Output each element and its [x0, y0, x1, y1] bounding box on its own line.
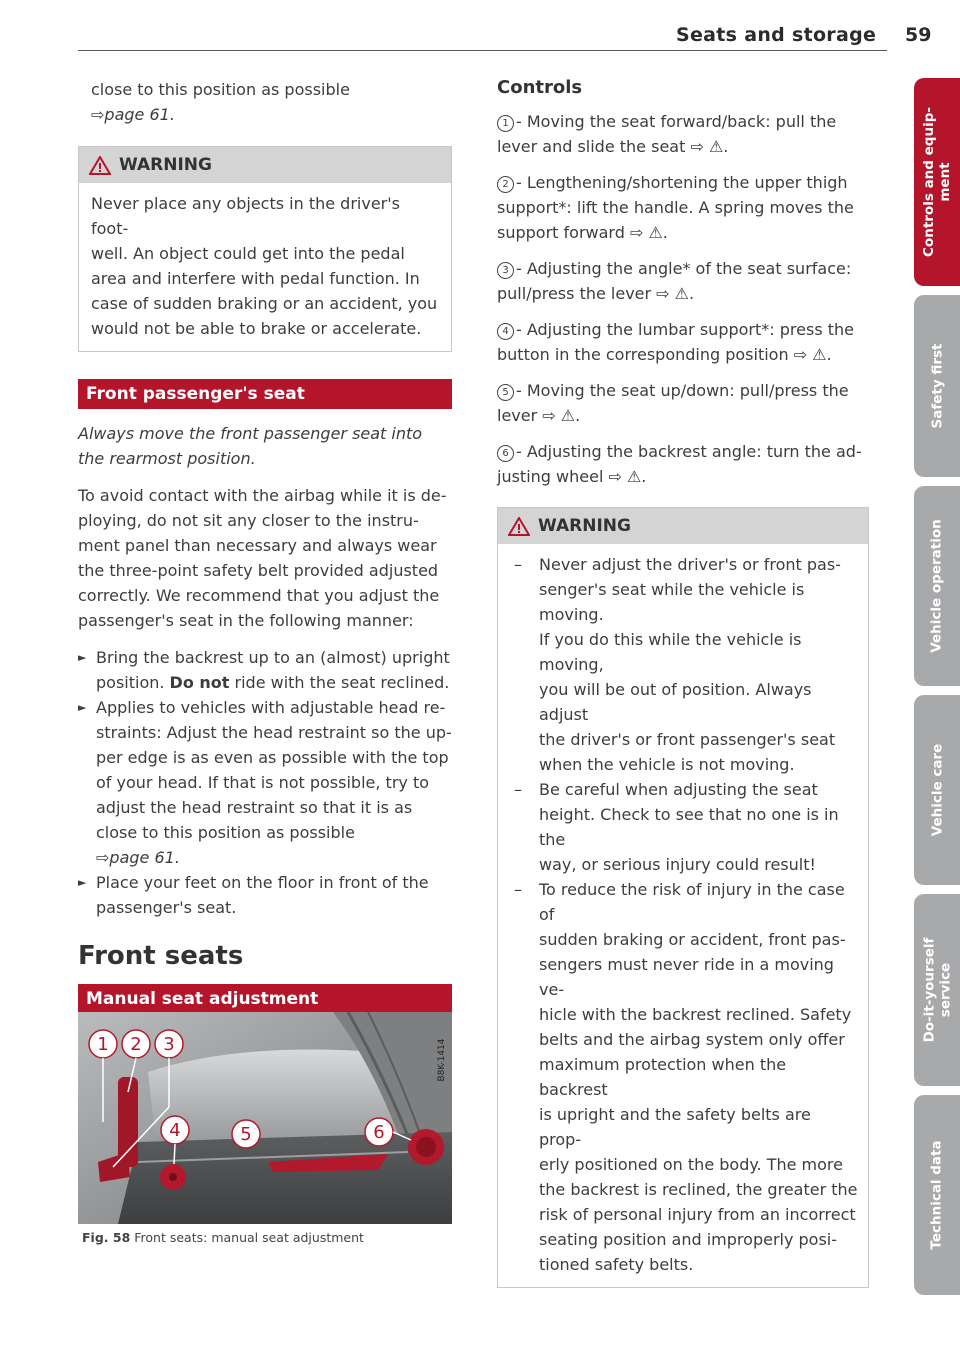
passenger-italic-note	[78, 421, 452, 471]
warning-line: the driver's or front passenger's seat	[539, 730, 836, 749]
control-text: button in the corresponding position ⇨ ⚠.	[497, 345, 832, 364]
front-passenger-seat-heading: Front passenger's seat	[78, 379, 452, 409]
tab-label: Technical data	[929, 1140, 946, 1250]
warning-line: If you do this while the vehicle is moving,	[539, 630, 802, 674]
bullet-line: passenger's seat.	[96, 898, 237, 917]
paragraph-line: ploying, do not sit any closer to the instru-	[78, 511, 419, 530]
warning-line: tioned safety belts.	[539, 1255, 694, 1274]
intro-line: close to this position as possible	[91, 80, 350, 99]
left-column	[78, 77, 452, 1036]
warning-triangle-icon	[508, 517, 530, 536]
bullet-line	[96, 670, 452, 695]
warning-item	[512, 552, 858, 777]
dash-bullet: –	[514, 880, 522, 899]
figure-label: Fig. 58	[82, 1230, 131, 1245]
paragraph-line: the three-point safety belt provided adjusted	[78, 561, 439, 580]
warning-line: Never adjust the driver's or front pas-	[539, 555, 841, 574]
warning-line: is upright and the safety belts are prop-	[539, 1105, 811, 1149]
bullet-line: close to this position as possible	[96, 823, 355, 842]
control-text: - Adjusting the lumbar support*: press the	[516, 320, 854, 339]
control-item	[497, 439, 869, 489]
header-rule	[78, 50, 887, 51]
warning-line: maximum protection when the backrest	[539, 1055, 787, 1099]
figure-callout: 1	[97, 1034, 109, 1055]
figure-callout: 5	[240, 1124, 252, 1145]
page-number: 59	[905, 24, 932, 46]
bold-text: Do not	[169, 673, 230, 692]
warning-line: hicle with the backrest reclined. Safety	[539, 1005, 852, 1024]
callout-number: 5	[497, 384, 514, 401]
control-item	[497, 109, 869, 159]
bullet-arrow-icon: ►	[78, 651, 87, 664]
figure-code: B8K-1414	[437, 1038, 447, 1082]
bullet-arrow-icon: ►	[78, 876, 87, 889]
figure-callout: 6	[373, 1122, 385, 1143]
warning-line: height. Check to see that no one is in the	[539, 805, 839, 849]
running-header-title: Seats and storage	[676, 24, 877, 46]
warning-line: well. An object could get into the pedal	[91, 244, 405, 263]
control-text: justing wheel ⇨ ⚠.	[497, 467, 647, 486]
tab-label: Controls and equip- ment	[921, 107, 954, 257]
dash-bullet: –	[514, 555, 522, 574]
warning-line: senger's seat while the vehicle is moving.	[539, 580, 805, 624]
warning-line: To reduce the risk of injury in the case of	[539, 880, 845, 924]
tab-label: Vehicle operation	[929, 519, 946, 653]
warning-line: seating position and improperly posi-	[539, 1230, 838, 1249]
italic-line: Always move the front passenger seat into	[78, 424, 423, 443]
control-item	[497, 317, 869, 367]
tab-vehicle-care[interactable]	[914, 695, 960, 885]
warning-body	[79, 183, 451, 351]
figure-caption-text: Front seats: manual seat adjustment	[134, 1230, 364, 1245]
bullet-line: adjust the head restraint so that it is as	[96, 798, 413, 817]
figure-callout: 4	[169, 1120, 181, 1141]
warning-line: sengers must never ride in a moving ve-	[539, 955, 834, 999]
warning-title: WARNING	[538, 515, 631, 536]
warning-header	[79, 147, 451, 183]
page-61-link[interactable]: ⇨page 61.	[96, 848, 180, 867]
warning-line: you will be out of position. Always adjust	[539, 680, 812, 724]
warning-header	[498, 508, 868, 544]
warning-triangle-icon	[89, 156, 111, 175]
bullet-line: Bring the backrest up to an (almost) upright	[96, 648, 450, 667]
warning-item	[512, 777, 858, 877]
seat-illustration	[78, 1012, 452, 1224]
bullet-line: straints: Adjust the head restraint so the up-	[96, 723, 452, 742]
paragraph-line: correctly. We recommend that you adjust the	[78, 586, 440, 605]
passenger-paragraph	[78, 483, 452, 633]
control-text: support*: lift the handle. A spring moves the	[497, 198, 854, 217]
bullet-list	[78, 645, 452, 920]
controls-list	[497, 109, 869, 489]
page-61-link[interactable]: ⇨page 61.	[91, 105, 175, 124]
warning-line: Never place any objects in the driver's foot-	[91, 194, 400, 238]
bullet-item	[78, 645, 452, 695]
control-item	[497, 170, 869, 245]
control-text: pull/press the lever ⇨ ⚠.	[497, 284, 695, 303]
warning-item	[512, 877, 858, 1277]
bullet-line: Applies to vehicles with adjustable head re-	[96, 698, 446, 717]
warning-line: way, or serious injury could result!	[539, 855, 816, 874]
tab-label: Do-it-yourself service	[921, 937, 953, 1043]
bullet-line: per edge is as even as possible with the top	[96, 748, 449, 767]
figure-callout: 3	[163, 1034, 175, 1055]
warning-line: Be careful when adjusting the seat	[539, 780, 818, 799]
text-run: ride with the seat reclined.	[229, 673, 450, 692]
control-item	[497, 378, 869, 428]
tab-label: Vehicle care	[929, 743, 945, 837]
warning-title: WARNING	[119, 154, 212, 175]
bullet-line: Place your feet on the floor in front of the	[96, 873, 429, 892]
bullet-item	[78, 870, 452, 920]
callout-number: 6	[497, 445, 514, 462]
paragraph-line: passenger's seat in the following manner:	[78, 611, 414, 630]
paragraph-line: ment panel than necessary and always wear	[78, 536, 437, 555]
callout-number: 1	[497, 115, 514, 132]
warning-line: would not be able to brake or accelerate.	[91, 319, 422, 338]
seat-figure	[78, 1012, 452, 1224]
control-text: lever and slide the seat ⇨ ⚠.	[497, 137, 729, 156]
control-text: lever ⇨ ⚠.	[497, 406, 581, 425]
control-text: - Moving the seat forward/back: pull the	[516, 112, 837, 131]
control-item	[497, 256, 869, 306]
control-text: - Moving the seat up/down: pull/press the	[516, 381, 849, 400]
figure-callout: 2	[130, 1034, 142, 1055]
controls-heading: Controls	[497, 77, 583, 98]
right-column	[497, 75, 869, 1288]
front-seats-heading: Front seats	[78, 941, 244, 971]
warning-box-seat-adjust	[497, 507, 869, 1288]
tab-vehicle-operation[interactable]	[914, 486, 960, 686]
callout-number: 3	[497, 262, 514, 279]
warning-box-footwell	[78, 146, 452, 352]
tab-controls-and-equipment[interactable]	[914, 78, 960, 286]
control-text: - Adjusting the backrest angle: turn the ad-	[516, 442, 862, 461]
warning-line: risk of personal injury from an incorrect	[539, 1205, 856, 1224]
dash-bullet: –	[514, 780, 522, 799]
text-run: position.	[96, 673, 170, 692]
control-text: support forward ⇨ ⚠.	[497, 223, 668, 242]
control-text: - Adjusting the angle* of the seat surface:	[516, 259, 852, 278]
tab-safety-first[interactable]	[914, 295, 960, 477]
warning-line: when the vehicle is not moving.	[539, 755, 795, 774]
warning-line: the backrest is reclined, the greater the	[539, 1180, 858, 1199]
warning-line: sudden braking or accident, front pas-	[539, 930, 846, 949]
bullet-item	[78, 695, 452, 870]
warning-line: belts and the airbag system only offer	[539, 1030, 845, 1049]
manual-seat-adjustment-heading: Manual seat adjustment	[78, 984, 452, 1014]
bullet-arrow-icon: ►	[78, 701, 87, 714]
warning-line: area and interfere with pedal function. In	[91, 269, 420, 288]
callout-number: 2	[497, 176, 514, 193]
warning-line: erly positioned on the body. The more	[539, 1155, 843, 1174]
paragraph-line: To avoid contact with the airbag while it is de-	[78, 486, 447, 505]
tab-technical-data[interactable]	[914, 1095, 960, 1295]
warning-body	[498, 544, 868, 1287]
tab-label: Safety first	[929, 343, 945, 429]
bullet-line: of your head. If that is not possible, try to	[96, 773, 430, 792]
tab-do-it-yourself-service[interactable]	[914, 894, 960, 1086]
control-text: - Lengthening/shortening the upper thigh	[516, 173, 848, 192]
warning-line: case of sudden braking or an accident, you	[91, 294, 438, 313]
figure-caption	[82, 1230, 364, 1245]
italic-line: the rearmost position.	[78, 449, 256, 468]
callout-number: 4	[497, 323, 514, 340]
